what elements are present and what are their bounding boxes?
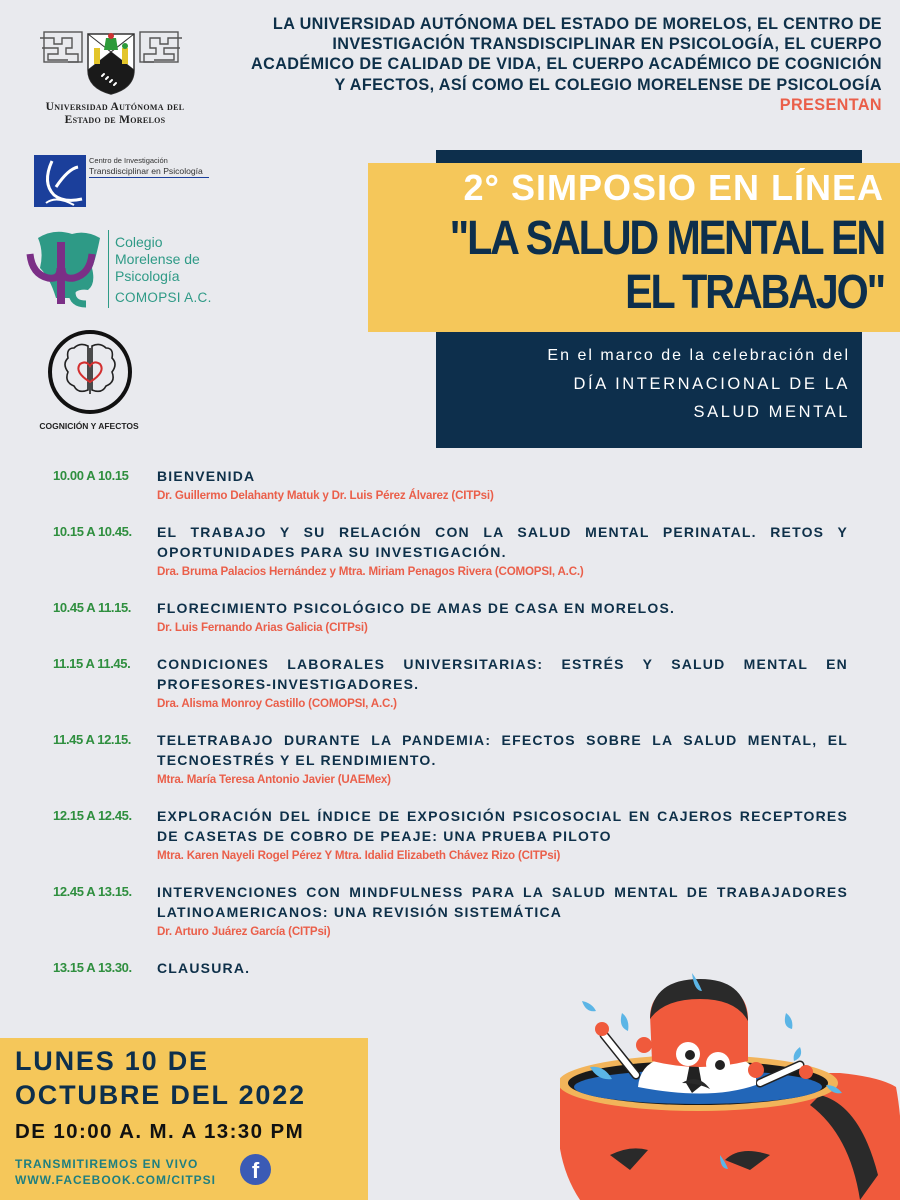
agenda-time: 11.15 A 11.45.: [53, 656, 131, 671]
agenda-time: 10.15 A 10.45.: [53, 524, 132, 539]
comopsi-psi-logo: [26, 228, 106, 310]
agenda-topic: CONDICIONES LABORALES UNIVERSITARIAS: ESTRÉS Y SALUD MENTAL EN PROFESORES-INVESTIGADORES.: [157, 656, 848, 692]
agenda-item: [53, 654, 848, 713]
facebook-url-link[interactable]: WWW.FACEBOOK.COM/CITPSI: [15, 1173, 216, 1187]
comopsi-line2: Morelense de: [115, 251, 200, 267]
subtitle-line2: DÍA INTERNACIONAL DE LA: [573, 375, 850, 393]
header-line: INVESTIGACIÓN TRANSDISCIPLINAR EN PSICOLOGÍA, EL CUERPO: [332, 35, 882, 54]
agenda-speaker: Dr. Guillermo Delahanty Matuk y Dr. Luis Pérez Álvarez (CITPsi): [157, 489, 494, 502]
comopsi-line1: Colegio: [115, 234, 163, 250]
symposium-label: 2° SIMPOSIO EN LÍNEA: [463, 167, 884, 208]
subtitle: [450, 342, 850, 426]
agenda-time: 10.00 A 10.15: [53, 468, 129, 483]
agenda-time: 12.15 A 12.45.: [53, 808, 132, 823]
agenda-item: [53, 598, 848, 637]
agenda-speaker: Mtra. Karen Nayeli Rogel Pérez Y Mtra. Idalid Elizabeth Chávez Rizo (CITPsi): [157, 849, 561, 862]
event-date-line2: OCTUBRE DEL 2022: [15, 1080, 306, 1110]
agenda-topic: BIENVENIDA: [157, 468, 256, 484]
subtitle-line1: En el marco de la celebración del: [547, 347, 850, 364]
event-date-line1: LUNES 10 DE: [15, 1046, 209, 1076]
agenda-item: [53, 806, 848, 865]
cognicion-label: COGNICIÓN Y AFECTOS: [39, 421, 139, 431]
citpsi-logo: [34, 155, 86, 207]
event-title: [444, 212, 884, 320]
event-hours: DE 10:00 A. M. A 13:30 PM: [15, 1120, 305, 1143]
comopsi-line3: Psicología: [115, 268, 180, 284]
agenda-item: [53, 522, 848, 581]
header-line: LA UNIVERSIDAD AUTÓNOMA DEL ESTADO DE MORELOS, EL CENTRO DE: [272, 15, 882, 33]
comopsi-line4: COMOPSI A.C.: [115, 290, 212, 305]
agenda-speaker: Mtra. María Teresa Antonio Javier (UAEMex): [157, 773, 391, 786]
agenda-time: 11.45 A 12.15.: [53, 732, 132, 747]
agenda-item: [53, 730, 848, 789]
agenda-topic: TELETRABAJO DURANTE LA PANDEMIA: EFECTOS SOBRE LA SALUD MENTAL, EL TECNOESTRÉS Y EL RENDIMIENTO.: [157, 732, 848, 768]
drowning-man-illustration: [560, 955, 900, 1200]
presentan-label: PRESENTAN: [779, 95, 882, 114]
event-date: [15, 1044, 365, 1112]
agenda-list: [53, 466, 848, 995]
agenda-item: [53, 882, 848, 941]
header-line: Y AFECTOS, ASÍ COMO EL COLEGIO MORELENSE DE PSICOLOGÍA: [334, 75, 882, 94]
agenda-topic: INTERVENCIONES CON MINDFULNESS PARA LA SALUD MENTAL DE TRABAJADORES LATINOAMERICANOS: UNA REVISIÓN SISTEMÁTICA: [157, 884, 848, 920]
agenda-topic: CLAUSURA.: [157, 960, 251, 976]
uaem-name: [20, 101, 210, 127]
agenda-speaker: Dr. Arturo Juárez García (CITPsi): [157, 925, 331, 938]
brain-heart-logo: [46, 328, 134, 416]
live-stream-info: [15, 1156, 235, 1188]
facebook-icon[interactable]: f: [240, 1154, 271, 1185]
header-line: ACADÉMICO DE CALIDAD DE VIDA, EL CUERPO ACADÉMICO DE COGNICIÓN: [251, 55, 882, 74]
comopsi-divider: [108, 230, 109, 308]
agenda-speaker: Dr. Luis Fernando Arias Galicia (CITPsi): [157, 621, 368, 634]
citpsi-line2: Transdisciplinar en Psicología: [89, 166, 209, 178]
agenda-time: 12.45 A 13.15.: [53, 884, 132, 899]
event-title-line1: "LA SALUD MENTAL EN: [449, 212, 884, 265]
citpsi-line1: Centro de Investigación: [89, 156, 168, 165]
uaem-shield-logo: [36, 24, 186, 96]
uaem-name-line2: Estado de Morelos: [64, 114, 166, 126]
agenda-topic: EL TRABAJO Y SU RELACIÓN CON LA SALUD MENTAL PERINATAL. RETOS Y OPORTUNIDADES PARA SU INVESTIGACIÓN.: [157, 524, 848, 560]
agenda-item: [53, 466, 848, 505]
subtitle-line3: SALUD MENTAL: [693, 403, 850, 421]
agenda-topic: FLORECIMIENTO PSICOLÓGICO DE AMAS DE CASA EN MORELOS.: [157, 600, 676, 616]
organizers-header: [240, 14, 882, 115]
live-label: TRANSMITIREMOS EN VIVO: [15, 1157, 199, 1171]
agenda-speaker: Dra. Alisma Monroy Castillo (COMOPSI, A.C.): [157, 697, 397, 710]
comopsi-text: [115, 234, 235, 306]
agenda-time: 10.45 A 11.15.: [53, 600, 132, 615]
agenda-time: 13.15 A 13.30.: [53, 960, 132, 975]
agenda-topic: EXPLORACIÓN DEL ÍNDICE DE EXPOSICIÓN PSICOSOCIAL EN CAJEROS RECEPTORES DE CASETAS DE COBRO DE PEAJE: UNA PRUEBA PILOTO: [157, 808, 848, 844]
citpsi-text: [89, 156, 209, 178]
uaem-name-line1: Universidad Autónoma del: [45, 101, 185, 113]
agenda-speaker: Dra. Bruma Palacios Hernández y Mtra. Miriam Penagos Rivera (COMOPSI, A.C.): [157, 565, 584, 578]
event-title-line2: EL TRABAJO": [625, 266, 884, 319]
